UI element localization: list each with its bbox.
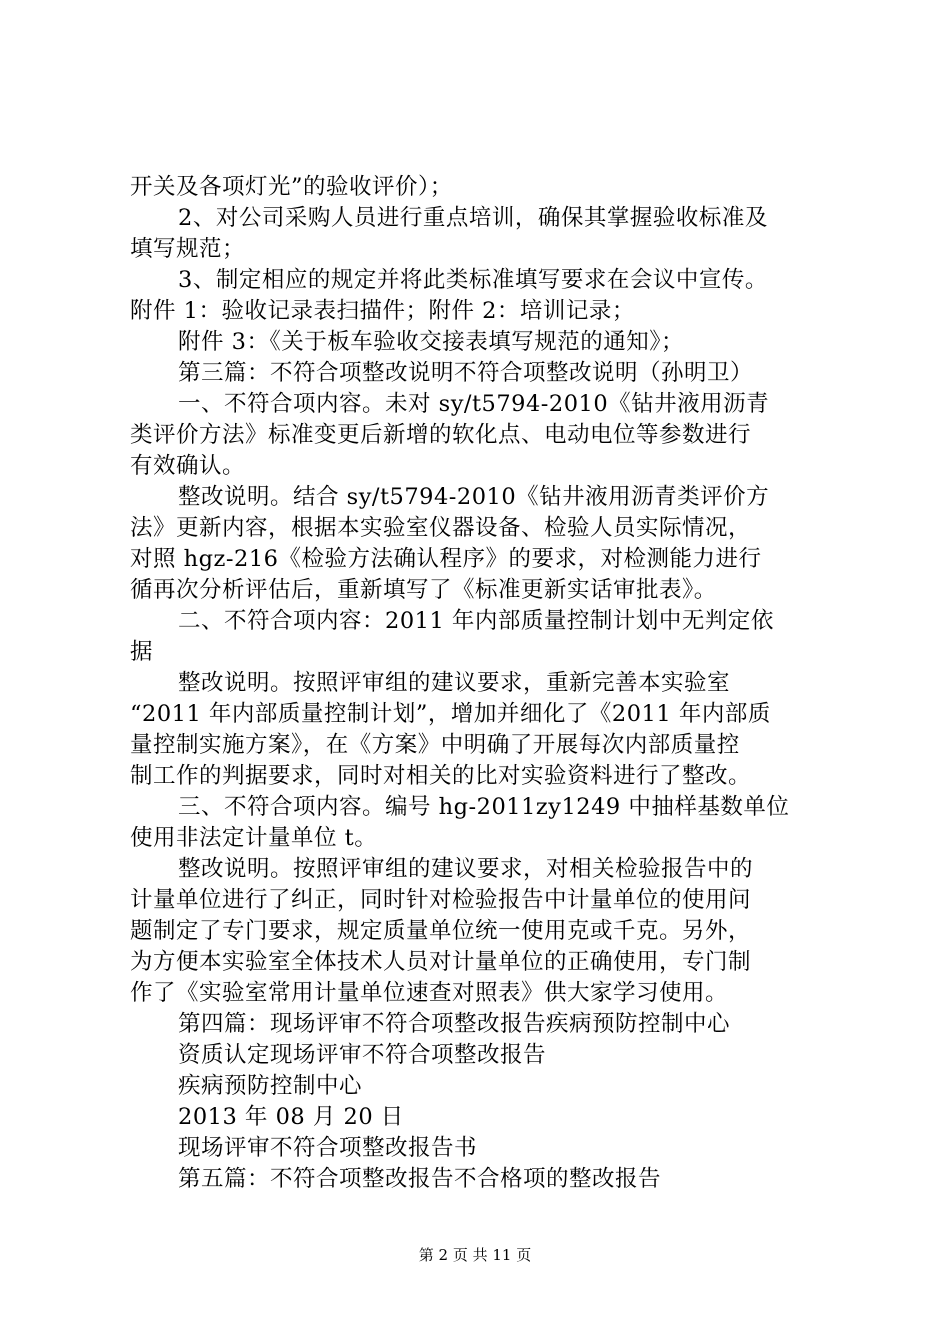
text-line: 第四篇：现场评审不符合项整改报告疾病预防控制中心	[178, 1011, 731, 1037]
text-line: 有效确认。	[130, 453, 246, 479]
text-line: 整改说明。结合 sy/t5794-2010《钻井液用沥青类评价方	[178, 484, 770, 510]
text-line: 附件 1：验收记录表扫描件；附件 2：培训记录；	[130, 298, 635, 324]
text-line: 3、制定相应的规定并将此类标准填写要求在会议中宣传。	[178, 267, 768, 293]
page-footer: 第 2 页 共 11 页	[418, 1246, 532, 1264]
text-line: 二、不符合项内容：2011 年内部质量控制计划中无判定依	[178, 608, 774, 634]
text-line: 2013 年 08 月 20 日	[178, 1104, 404, 1130]
text-line: 制工作的判据要求，同时对相关的比对实验资料进行了整改。	[130, 763, 752, 789]
text-line: 类评价方法》标准变更后新增的软化点、电动电位等参数进行	[130, 422, 752, 448]
text-line: 使用非法定计量单位 t。	[130, 825, 378, 851]
text-line: 三、不符合项内容。编号 hg-2011zy1249 中抽样基数单位	[178, 794, 790, 820]
text-line: 整改说明。按照评审组的建议要求，重新完善本实验室	[178, 670, 731, 696]
text-line: 循再次分析评估后，重新填写了《标准更新实话审批表》。	[130, 577, 717, 603]
text-line: 为方便本实验室全体技术人员对计量单位的正确使用，专门制	[130, 949, 752, 975]
text-line: 开关及各项灯光”的验收评价）；	[130, 174, 453, 200]
text-line: 疾病预防控制中心	[178, 1073, 363, 1099]
text-line: “2011 年内部质量控制计划”，增加并细化了《2011 年内部质	[130, 701, 771, 727]
text-line: 计量单位进行了纠正，同时针对检验报告中计量单位的使用问	[130, 887, 752, 913]
text-line: 2、对公司采购人员进行重点培训，确保其掌握验收标准及	[178, 205, 768, 231]
text-line: 一、不符合项内容。未对 sy/t5794-2010《钻井液用沥青	[178, 391, 770, 417]
text-line: 作了《实验室常用计量单位速查对照表》供大家学习使用。	[130, 980, 729, 1006]
text-line: 现场评审不符合项整改报告书	[178, 1135, 478, 1161]
text-line: 填写规范；	[130, 236, 246, 262]
text-line: 第三篇：不符合项整改说明不符合项整改说明（孙明卫）	[178, 360, 754, 386]
document-body	[130, 172, 835, 1195]
text-line: 法》更新内容，根据本实验室仪器设备、检验人员实际情况，	[130, 515, 752, 541]
text-line: 题制定了专门要求，规定质量单位统一使用克或千克。另外，	[130, 918, 752, 944]
text-line: 资质认定现场评审不符合项整改报告	[178, 1042, 547, 1068]
text-line: 第五篇：不符合项整改报告不合格项的整改报告	[178, 1166, 662, 1192]
text-line: 附件 3：《关于板车验收交接表填写规范的通知》；	[178, 329, 684, 355]
text-line: 据	[130, 639, 154, 665]
text-line: 对照 hgz-216《检验方法确认程序》的要求，对检测能力进行	[130, 546, 762, 572]
text-line: 量控制实施方案》，在《方案》中明确了开展每次内部质量控	[130, 732, 740, 758]
text-line: 整改说明。按照评审组的建议要求，对相关检验报告中的	[178, 856, 754, 882]
